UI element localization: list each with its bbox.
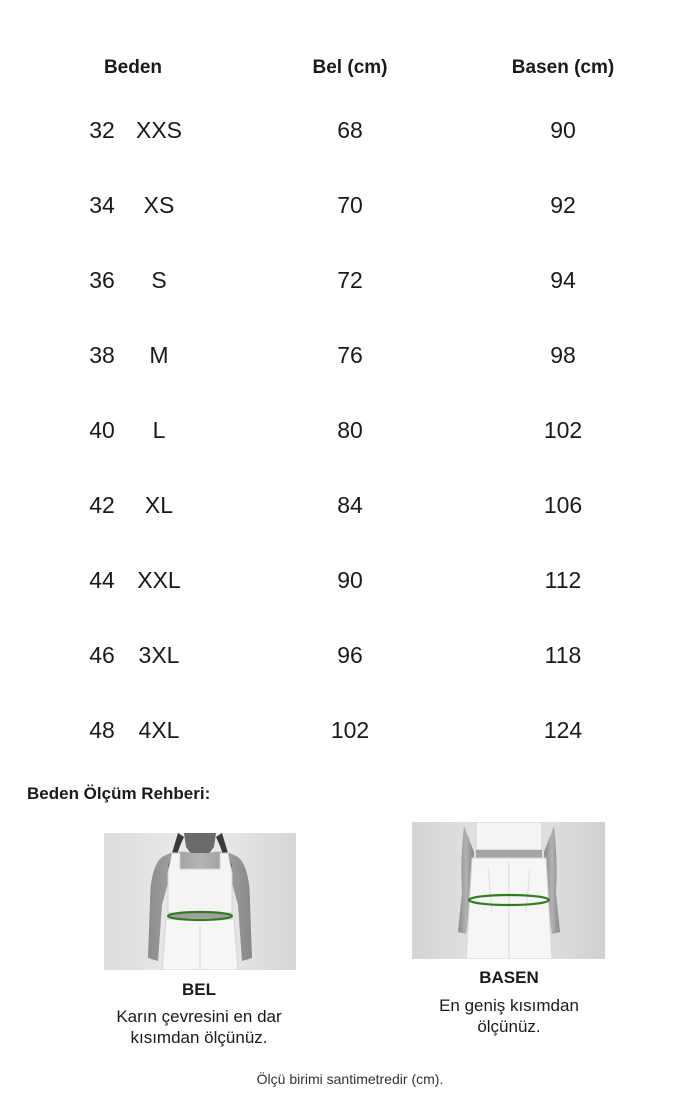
size-letter: L [152,417,166,443]
size-letter: XS [143,192,175,218]
size-letter: XXL [137,567,181,593]
bel-value: 76 [337,342,363,368]
size-letter: S [151,267,167,293]
bel-caption-text [79,1006,319,1048]
header-bel: Bel (cm) [312,57,388,78]
size-letter: XXS [135,117,183,143]
basen-value: 106 [543,492,583,518]
table-row [0,484,700,524]
basen-measure-photo [412,822,605,959]
size-number: 32 [89,117,115,143]
size-number: 48 [89,717,115,743]
basen-caption-line1: En geniş kısımdan [439,996,579,1015]
bel-value: 84 [337,492,363,518]
header-basen: Basen (cm) [511,57,615,78]
size-letter: M [149,342,169,368]
unit-footnote: Ölçü birimi santimetredir (cm). [256,1071,444,1087]
basen-caption-text [389,995,629,1037]
size-number: 46 [89,642,115,668]
bel-caption-title: BEL [182,980,216,999]
table-row [0,184,700,224]
guide-title: Beden Ölçüm Rehberi: [27,784,211,803]
size-number: 38 [89,342,115,368]
basen-value: 94 [550,267,576,293]
basen-value: 112 [544,567,582,593]
table-row [0,709,700,749]
table-row [0,259,700,299]
size-number: 44 [89,567,115,593]
basen-value: 92 [550,192,576,218]
size-number: 42 [89,492,115,518]
bel-value: 68 [337,117,363,143]
bel-value: 80 [337,417,363,443]
size-number: 34 [89,192,115,218]
size-number: 36 [89,267,115,293]
basen-value: 102 [543,417,583,443]
table-row [0,559,700,599]
basen-value: 118 [544,642,582,668]
basen-caption-line2: ölçünüz. [477,1017,541,1036]
bel-value: 96 [337,642,363,668]
bel-caption-line2: kısımdan ölçünüz. [130,1028,268,1047]
bel-value: 72 [337,267,363,293]
size-letter: XL [144,492,174,518]
bel-caption-line1: Karın çevresini en dar [116,1007,282,1026]
basen-caption-title: BASEN [479,968,539,987]
table-row [0,409,700,449]
basen-value: 124 [543,717,583,743]
bel-measure-photo [104,833,296,970]
basen-value: 98 [550,342,576,368]
bel-value: 102 [330,717,370,743]
basen-value: 90 [550,117,576,143]
table-row [0,334,700,374]
bel-value: 90 [337,567,363,593]
size-letter: 3XL [138,642,180,668]
table-row [0,634,700,674]
bel-value: 70 [337,192,363,218]
header-beden: Beden [103,57,163,78]
size-number: 40 [89,417,115,443]
size-letter: 4XL [138,717,180,743]
table-row [0,109,700,149]
